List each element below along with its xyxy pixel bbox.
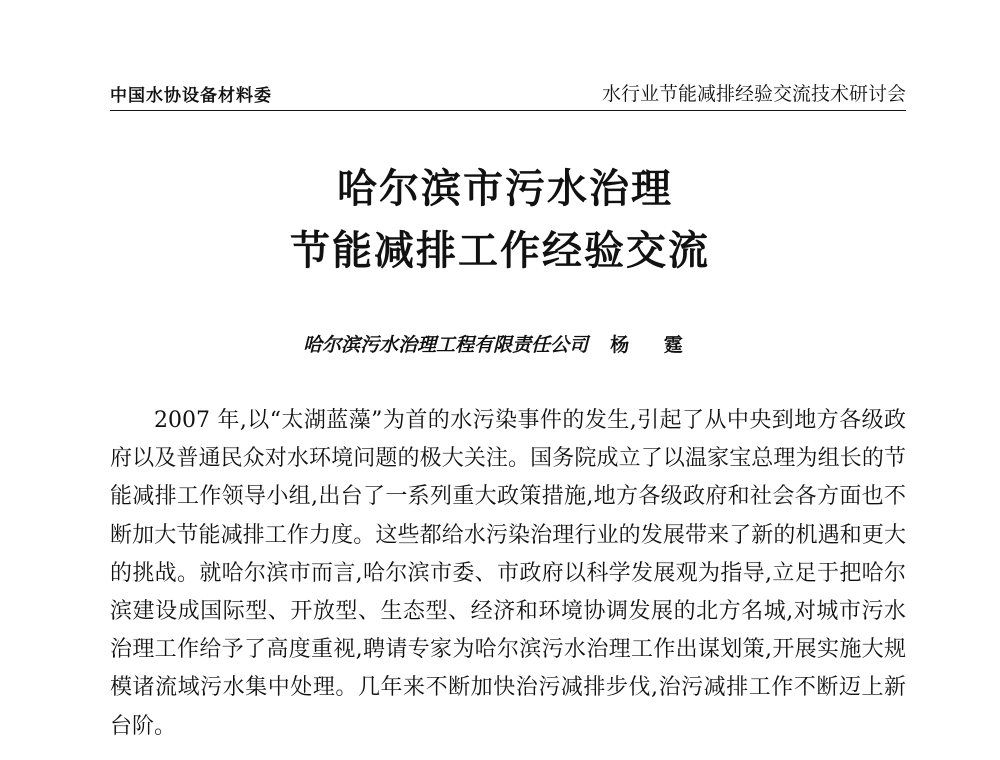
running-header [110,80,906,111]
body-paragraph: 2007 年,以“太湖蓝藻”为首的水污染事件的发生,引起了从中央到地方各级政府以及普通民众对水环境问题的极大关注。国务院成立了以温家宝总理为组长的节能减排工作领导小组,出台了一系列重大政策措施,地方各级政府和社会各方面也不断加大节能减排工作力度。这些都给水污染治理行业的发展带来了新的机遇和更大的挑战。就哈尔滨市而言,哈尔滨市委、市政府以科学发展观为指导,立足于把哈尔滨建设成国际型、开放型、生态型、经济和环境协调发展的北方名城,对城市污水治理工作给予了高度重视,聘请专家为哈尔滨污水治理工作出谋划策,开展实施大规模诸流域污水集中处理。几年来不断加快治污减排步伐,治污减排工作不断迈上新台阶。 [110,408,906,739]
header-conference: 水行业节能减排经验交流技术研讨会 [601,83,906,105]
author-name: 杨 霆 [610,334,697,356]
title-line-1: 哈尔滨市污水治理 [337,166,673,212]
byline [0,330,1000,357]
header-organization: 中国水协设备材料委 [110,86,272,106]
title-line-2: 节能减排工作经验交流 [290,228,710,274]
author-affiliation: 哈尔滨污水治理工程有限责任公司 [303,334,589,356]
